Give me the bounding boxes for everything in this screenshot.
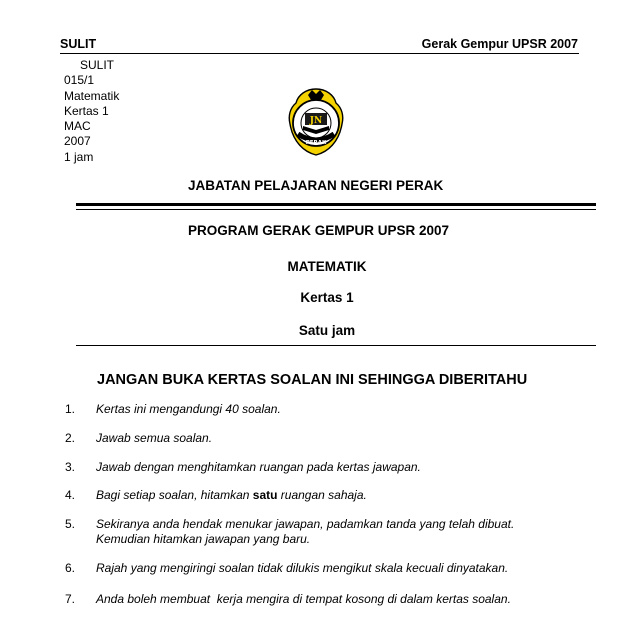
meta-year: 2007: [64, 134, 91, 149]
instruction-7: 7. Anda boleh membuat kerja mengira di tempat kosong di dalam kertas soalan.: [65, 592, 511, 606]
paper-metadata: [64, 58, 119, 165]
header-left: SULIT: [60, 37, 97, 51]
department-title: JABATAN PELAJARAN NEGERI PERAK: [188, 178, 444, 193]
instruction-1: 1. Kertas ini mengandungi 40 soalan.: [65, 402, 281, 416]
meta-subject: Matematik: [64, 88, 120, 103]
meta-paper: Kertas 1: [64, 103, 109, 118]
program-title: PROGRAM GERAK GEMPUR UPSR 2007: [188, 223, 450, 238]
meta-duration: 1 jam: [64, 149, 94, 164]
section-rule: [76, 345, 596, 346]
svg-text:PERAK: PERAK: [305, 140, 327, 146]
meta-month: MAC: [64, 119, 91, 134]
emphasis-satu: satu: [252, 488, 278, 502]
subject-title: MATEMATIK: [287, 259, 367, 274]
header-rule: [60, 53, 579, 54]
duration-title: Satu jam: [298, 323, 356, 338]
warning-notice: JANGAN BUKA KERTAS SOALAN INI SEHINGGA DIBERITAHU: [97, 372, 528, 388]
meta-classification: SULIT: [80, 58, 115, 72]
meta-code: 015/1: [64, 73, 95, 88]
svg-text:JN: JN: [309, 116, 323, 126]
perak-crest-logo: [284, 86, 348, 158]
thick-rule: [76, 203, 596, 206]
instruction-3: 3. Jawab dengan menghitamkan ruangan pada kertas jawapan.: [65, 460, 421, 474]
instruction-2: 2. Jawab semua soalan.: [65, 431, 213, 445]
instruction-4: 4. Bagi setiap soalan, hitamkan satu ruangan sahaja.: [65, 488, 367, 502]
paper-title: Kertas 1: [300, 290, 354, 305]
header-right: Gerak Gempur UPSR 2007: [421, 37, 578, 51]
instruction-6: 6. Rajah yang mengiringi soalan tidak dilukis mengikut skala kecuali dinyatakan.: [65, 561, 509, 575]
instruction-5: 5. Sekiranya anda hendak menukar jawapan, padamkan tanda yang telah dibuat. Kemudian hitamkan jawapan yang baru.: [65, 517, 515, 546]
thin-rule: [76, 209, 596, 210]
